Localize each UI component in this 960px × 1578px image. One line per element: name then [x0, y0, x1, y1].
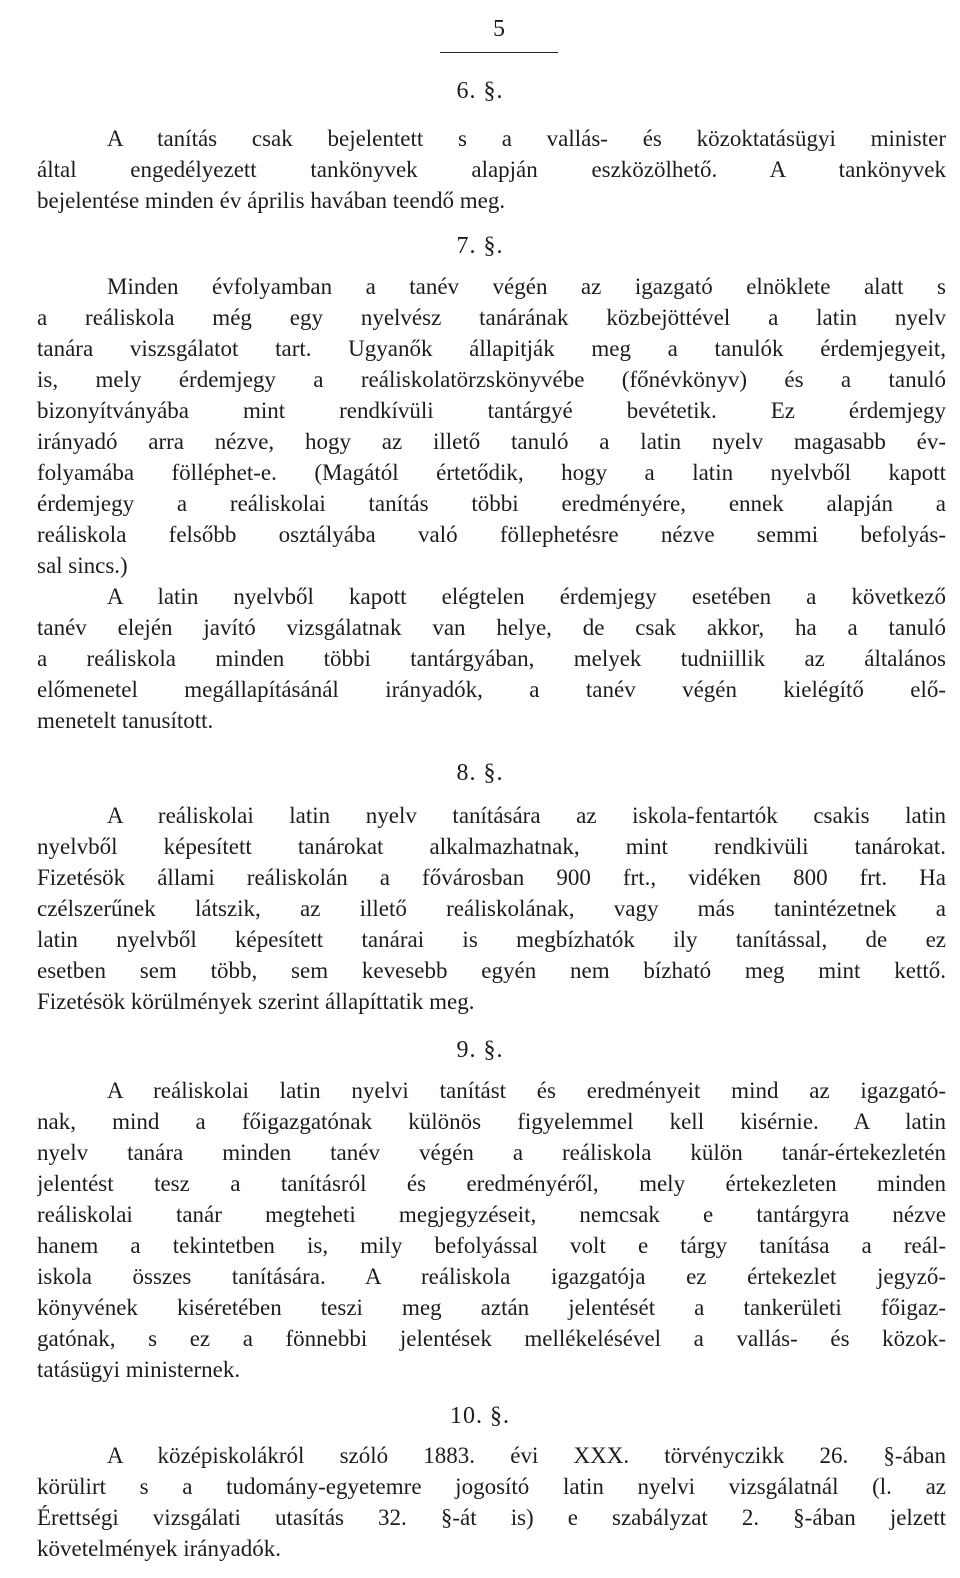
text-line: Fizetésök körülmények szerint állapíttatik meg.: [37, 989, 475, 1014]
text-line: tanára viszsgálatot tart. Ugyanők állapitják meg a tanulók érdemjegyeit,: [37, 336, 946, 361]
section-paragraphs: [37, 123, 946, 216]
text-line: czélszerűnek látszik, az illető reáliskolának, vagy más tanintézetnek a: [37, 896, 946, 921]
text-line: A középiskolákról szóló 1883. évi XXX. törvényczikk 26. §-ában: [107, 1443, 946, 1468]
text-line: jelentést tesz a tanításról és eredményéről, mely értekezleten minden: [37, 1171, 946, 1196]
header-rule: [440, 52, 558, 53]
section-heading: 10. §.: [450, 1403, 510, 1429]
text-line: bejelentése minden év április havában teendő meg.: [37, 188, 506, 213]
section-heading: 8. §.: [456, 760, 504, 786]
text-line: A reáliskolai latin nyelv tanítására az iskola-fentartók csakis latin: [107, 803, 946, 828]
text-line: Érettségi vizsgálati utasítás 32. §-át is) e szabályzat 2. §-ában jelzett: [37, 1505, 946, 1530]
text-line: A reáliskolai latin nyelvi tanítást és eredményeit mind az igazgató-: [107, 1078, 946, 1103]
text-line: menetelt tanusított.: [37, 708, 214, 733]
text-line: folyamába fölléphet-e. (Magától értetődik, hogy a latin nyelvből kapott: [37, 460, 946, 485]
text-line: reáliskolai tanár megteheti megjegyzéseit, nemcsak e tantárgyra nézve: [37, 1202, 946, 1227]
text-line: előmenetel megállapításánál irányadók, a tanév végén kielégítő elő-: [37, 677, 946, 702]
text-line: reáliskola felsőbb osztályába való föllephetésre nézve semmi befolyás-: [37, 522, 946, 547]
text-line: Fizetésök állami reáliskolán a fővárosban 900 frt., vidéken 800 frt. Ha: [37, 865, 946, 890]
page-number: 5: [493, 16, 505, 42]
section-heading: 6. §.: [456, 78, 504, 104]
section-paragraphs: [37, 800, 946, 1017]
text-line: könyvének kiséretében teszi meg aztán jelentését a tankerületi főigaz-: [37, 1295, 946, 1320]
text-line: latin nyelvből képesített tanárai is megbízhatók ily tanítással, de ez: [37, 927, 946, 952]
text-line: A tanítás csak bejelentett s a vallás- és közoktatásügyi minister: [107, 126, 946, 151]
section-paragraphs: [37, 271, 946, 736]
text-line: tanév elején javító vizsgálatnak van helye, de csak akkor, ha a tanuló: [37, 615, 946, 640]
text-line: a reáliskola minden többi tantárgyában, melyek tudniillik az általános: [37, 646, 946, 671]
text-line: sal sincs.): [37, 553, 128, 578]
section-heading: 7. §.: [456, 233, 504, 259]
text-line: tatásügyi ministernek.: [37, 1357, 241, 1382]
text-line: körülirt s a tudomány-egyetemre jogosító latin nyelvi vizsgálatnál (l. az: [37, 1474, 946, 1499]
text-line: bizonyítványába mint rendkívüli tantárgyé bevétetik. Ez érdemjegy: [37, 398, 946, 423]
text-line: nyelvből képesített tanárokat alkalmazhatnak, mint rendkivüli tanárokat.: [37, 834, 946, 859]
text-line: hanem a tekintetben is, mily befolyással volt e tárgy tanítása a reál-: [37, 1233, 946, 1258]
text-line: követelmények irányadók.: [37, 1536, 281, 1561]
text-line: által engedélyezett tankönyvek alapján eszközölhető. A tankönyvek: [37, 157, 946, 182]
text-line: gatónak, s ez a fönnebbi jelentések mellékelésével a vallás- és közok-: [37, 1326, 946, 1351]
text-line: érdemjegy a reáliskolai tanítás többi eredményére, ennek alapján a: [37, 491, 946, 516]
section-heading: 9. §.: [456, 1037, 504, 1063]
text-line: esetben sem több, sem kevesebb egyén nem bízható meg mint kettő.: [37, 958, 946, 983]
text-line: iskola összes tanítására. A reáliskola igazgatója ez értekezlet jegyző-: [37, 1264, 946, 1289]
section-paragraphs: [37, 1075, 946, 1385]
text-line: irányadó arra nézve, hogy az illető tanuló a latin nyelv magasabb év-: [37, 429, 946, 454]
text-line: is, mely érdemjegy a reáliskolatörzskönyvébe (főnévkönyv) és a tanuló: [37, 367, 946, 392]
text-line: A latin nyelvből kapott elégtelen érdemjegy esetében a következő: [107, 584, 946, 609]
text-line: nak, mind a főigazgatónak különös figyelemmel kell kisérnie. A latin: [37, 1109, 946, 1134]
text-line: Minden évfolyamban a tanév végén az igazgató elnöklete alatt s: [107, 274, 946, 299]
text-line: nyelv tanára minden tanév végén a reáliskola külön tanár-értekezletén: [37, 1140, 946, 1165]
section-paragraphs: [37, 1440, 946, 1564]
text-line: a reáliskola még egy nyelvész tanárának közbejöttével a latin nyelv: [37, 305, 946, 330]
